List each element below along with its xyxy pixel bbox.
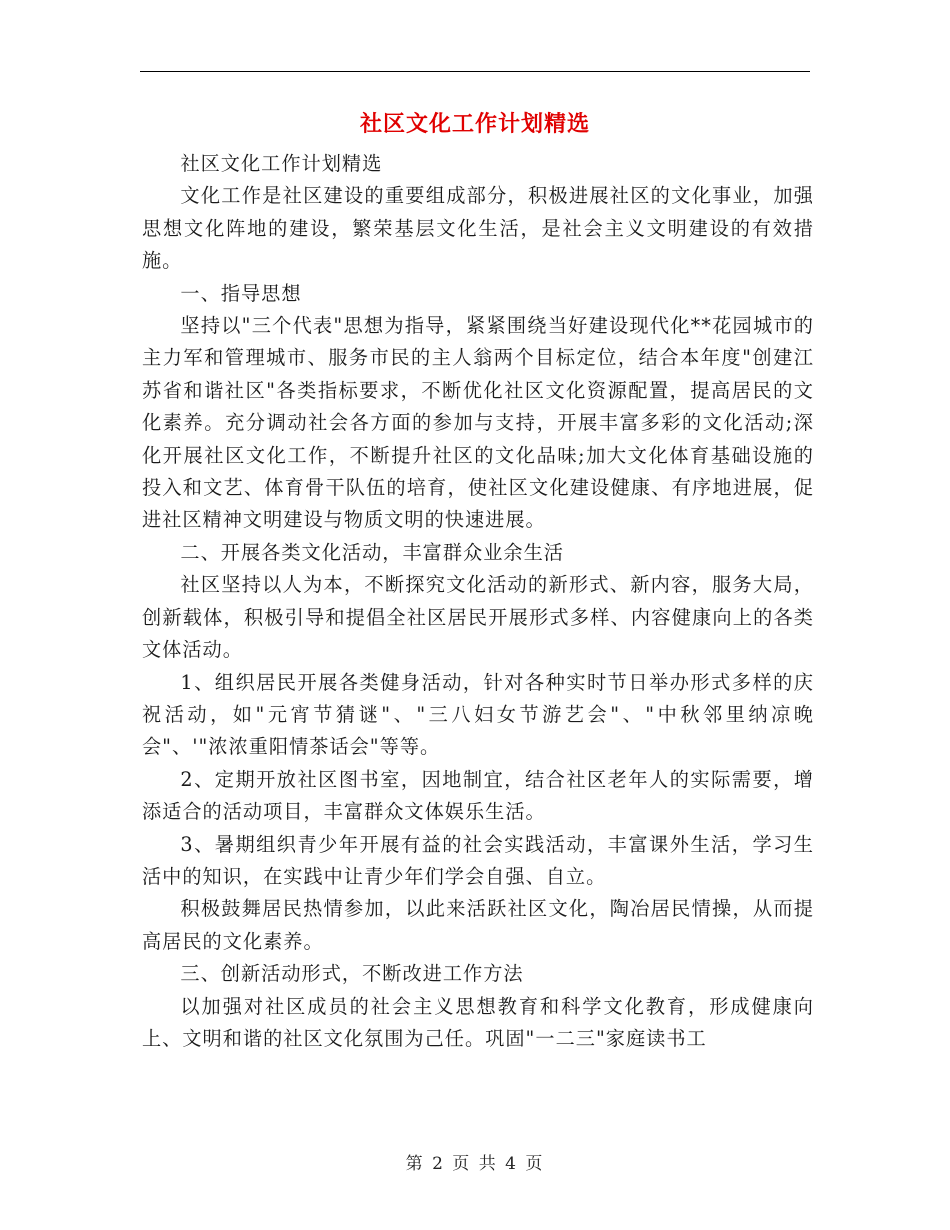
paragraph-guiding-ideology: 坚持以"三个代表"思想为指导，紧紧围绕当好建设现代化**花园城市的主力军和管理城市、服务市民的主人翁两个目标定位，结合本年度"创建江苏省和谐社区"各类指标要求，不断优化社区文化资源配置，提高居民的文化素养。充分调动社会各方面的参加与支持，开展丰富多彩的文化活动;深化开展社区文化工作，不断提升社区的文化品味;加大文化体育基础设施的投入和文艺、体育骨干队伍的培育，使社区文化建设健康、有序地进展，促进社区精神文明建设与物质文明的快速进展。: [142, 314, 814, 532]
list-item-library: 2、定期开放社区图书室，因地制宜，结合社区老年人的实际需要，增添适合的活动项目，丰富群众文体娱乐生活。: [142, 767, 814, 824]
document-title: 社区文化工作计划精选: [359, 112, 590, 137]
section-heading-activities: 二、开展各类文化活动，丰富群众业余生活: [180, 540, 564, 564]
section-heading-innovation: 三、创新活动形式，不断改进工作方法: [180, 962, 524, 986]
paragraph-subtitle: 社区文化工作计划精选: [180, 152, 383, 175]
document-body: [142, 148, 814, 1055]
paragraph-encourage-participation: 积极鼓舞居民热情参加，以此来活跃社区文化，陶冶居民情操，从而提高居民的文化素养。: [142, 897, 814, 953]
list-item-youth-practice: 3、暑期组织青少年开展有益的社会实践活动，丰富课外生活，学习生活中的知识，在实践中让青少年们学会自强、自立。: [142, 832, 814, 888]
paragraph-activities-intro: 社区坚持以人为本，不断探究文化活动的新形式、新内容，服务大局，创新载体，积极引导和提倡全社区居民开展形式多样、内容健康向上的各类文体活动。: [142, 573, 814, 662]
paragraph-intro: 文化工作是社区建设的重要组成部分，积极进展社区的文化事业，加强思想文化阵地的建设，繁荣基层文化生活，是社会主义文明建设的有效措施。: [142, 184, 814, 273]
section-heading-guiding-ideology: 一、指导思想: [180, 281, 302, 305]
list-item-fitness-activities: 1、组织居民开展各类健身活动，针对各种实时节日举办形式多样的庆祝活动，如"元宵节猜谜"、"三八妇女节游艺会"、"中秋邻里纳凉晚会"、'"浓浓重阳情茶话会"等等。: [142, 670, 814, 759]
page-number: 第 2 页 共 4 页: [405, 1154, 545, 1174]
paragraph-innovation: 以加强对社区成员的社会主义思想教育和科学文化教育，形成健康向上、文明和谐的社区文化氛围为己任。巩固"一二三"家庭读书工: [142, 994, 814, 1050]
header-rule: [140, 71, 810, 72]
